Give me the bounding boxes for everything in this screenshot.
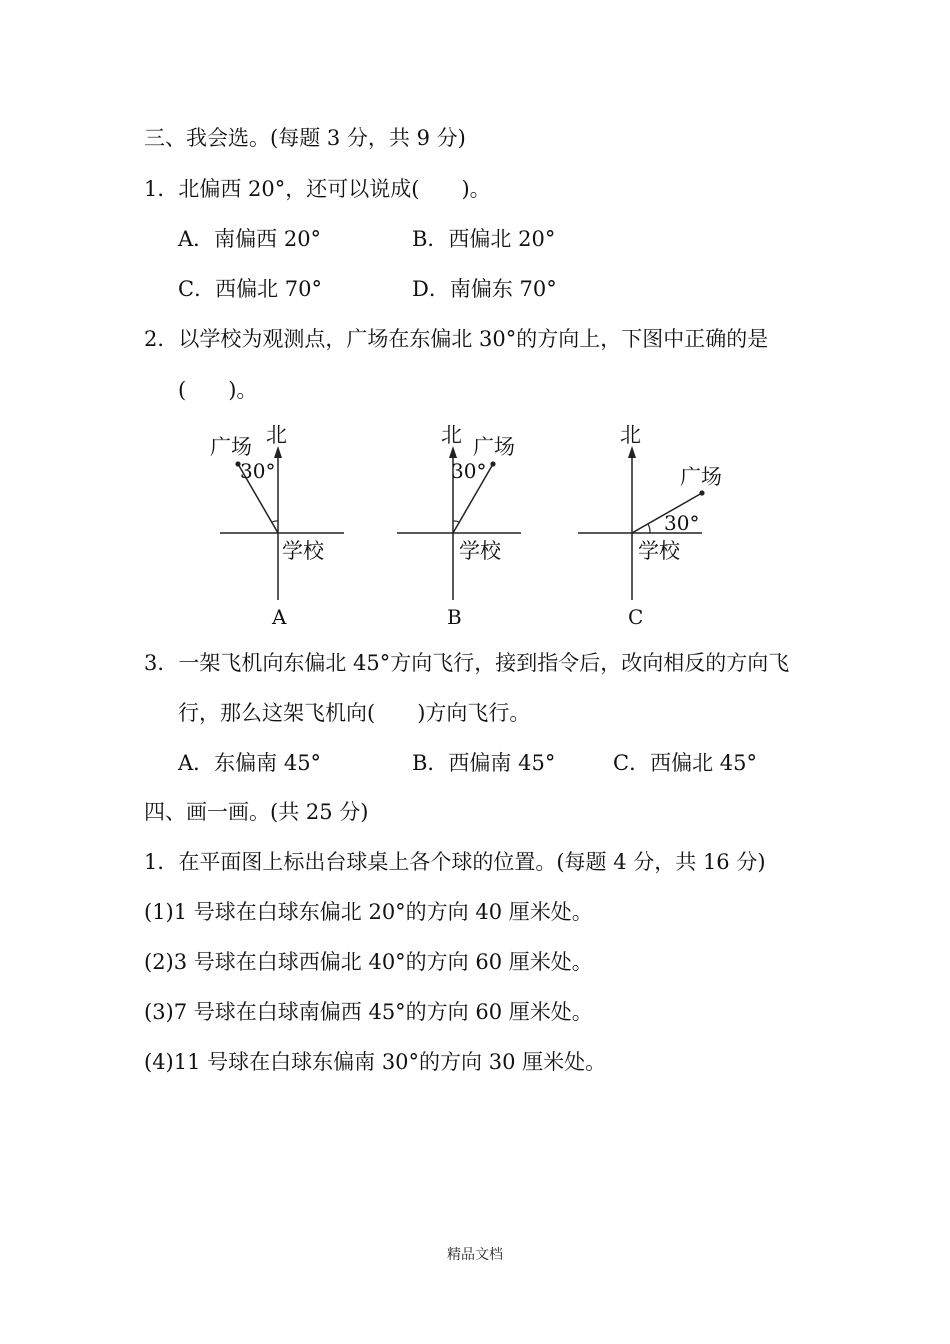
north-label: 北 bbox=[441, 423, 462, 447]
q1-option-d: D．南偏东 70° bbox=[412, 277, 557, 301]
north-arrow-icon bbox=[449, 446, 457, 458]
target-label: 广场 bbox=[210, 435, 252, 459]
origin-label: 学校 bbox=[638, 539, 680, 563]
angle-arc bbox=[272, 521, 278, 522]
angle-label: 30° bbox=[240, 459, 276, 483]
north-arrow-icon bbox=[274, 446, 282, 458]
target-point bbox=[699, 490, 704, 495]
angle-arc bbox=[453, 521, 459, 522]
q3-option-a: A．东偏南 45° bbox=[178, 751, 322, 775]
north-arrow-icon bbox=[628, 446, 636, 458]
section-4-item-3: (3)7 号球在白球南偏西 45°的方向 60 厘米处。 bbox=[144, 1000, 593, 1024]
q1-option-a: A．南偏西 20° bbox=[178, 227, 322, 251]
figure-b bbox=[381, 418, 531, 638]
question-2-stem-line-1: 2．以学校为观测点，广场在东偏北 30°的方向上，下图中正确的是 bbox=[144, 327, 769, 351]
target-point bbox=[490, 461, 495, 466]
section-3-heading: 三、我会选。(每题 3 分，共 9 分) bbox=[144, 126, 466, 150]
question-1-stem: 1．北偏西 20°，还可以说成( )。 bbox=[144, 177, 491, 201]
question-2-stem-line-2: ( )。 bbox=[178, 378, 258, 402]
angle-label: 30° bbox=[451, 459, 487, 483]
q3-option-b: B．西偏南 45° bbox=[412, 751, 556, 775]
figure-a bbox=[204, 418, 354, 638]
question-3-stem-line-2: 行，那么这架飞机向( )方向飞行。 bbox=[178, 701, 531, 725]
section-4-heading: 四、画一画。(共 25 分) bbox=[144, 800, 369, 824]
target-label: 广场 bbox=[680, 465, 722, 489]
figure-label: C bbox=[628, 605, 644, 629]
section-4-item-1: (1)1 号球在白球东偏北 20°的方向 40 厘米处。 bbox=[144, 900, 593, 924]
section-4-question-1-stem: 1．在平面图上标出台球桌上各个球的位置。(每题 4 分，共 16 分) bbox=[144, 850, 766, 874]
figure-a-diagram bbox=[204, 418, 354, 638]
origin-label: 学校 bbox=[282, 539, 324, 563]
figure-label: A bbox=[272, 605, 287, 629]
angle-label: 30° bbox=[664, 511, 700, 535]
figure-label: B bbox=[447, 605, 462, 629]
section-4-item-2: (2)3 号球在白球西偏北 40°的方向 60 厘米处。 bbox=[144, 950, 593, 974]
q1-option-c: C．西偏北 70° bbox=[178, 277, 322, 301]
target-label: 广场 bbox=[473, 435, 515, 459]
q1-option-b: B．西偏北 20° bbox=[412, 227, 556, 251]
origin-label: 学校 bbox=[459, 539, 501, 563]
figure-c bbox=[562, 418, 722, 638]
q3-option-c: C．西偏北 45° bbox=[613, 751, 757, 775]
north-label: 北 bbox=[620, 423, 641, 447]
figure-b-diagram bbox=[381, 418, 531, 638]
figure-c-diagram bbox=[562, 418, 722, 638]
page-footer: 精品文档 bbox=[447, 1247, 503, 1263]
section-4-item-4: (4)11 号球在白球东偏南 30°的方向 30 厘米处。 bbox=[144, 1050, 607, 1074]
north-label: 北 bbox=[266, 423, 287, 447]
angle-arc bbox=[648, 524, 650, 533]
question-3-stem-line-1: 3．一架飞机向东偏北 45°方向飞行，接到指令后，改向相反的方向飞 bbox=[144, 651, 790, 675]
